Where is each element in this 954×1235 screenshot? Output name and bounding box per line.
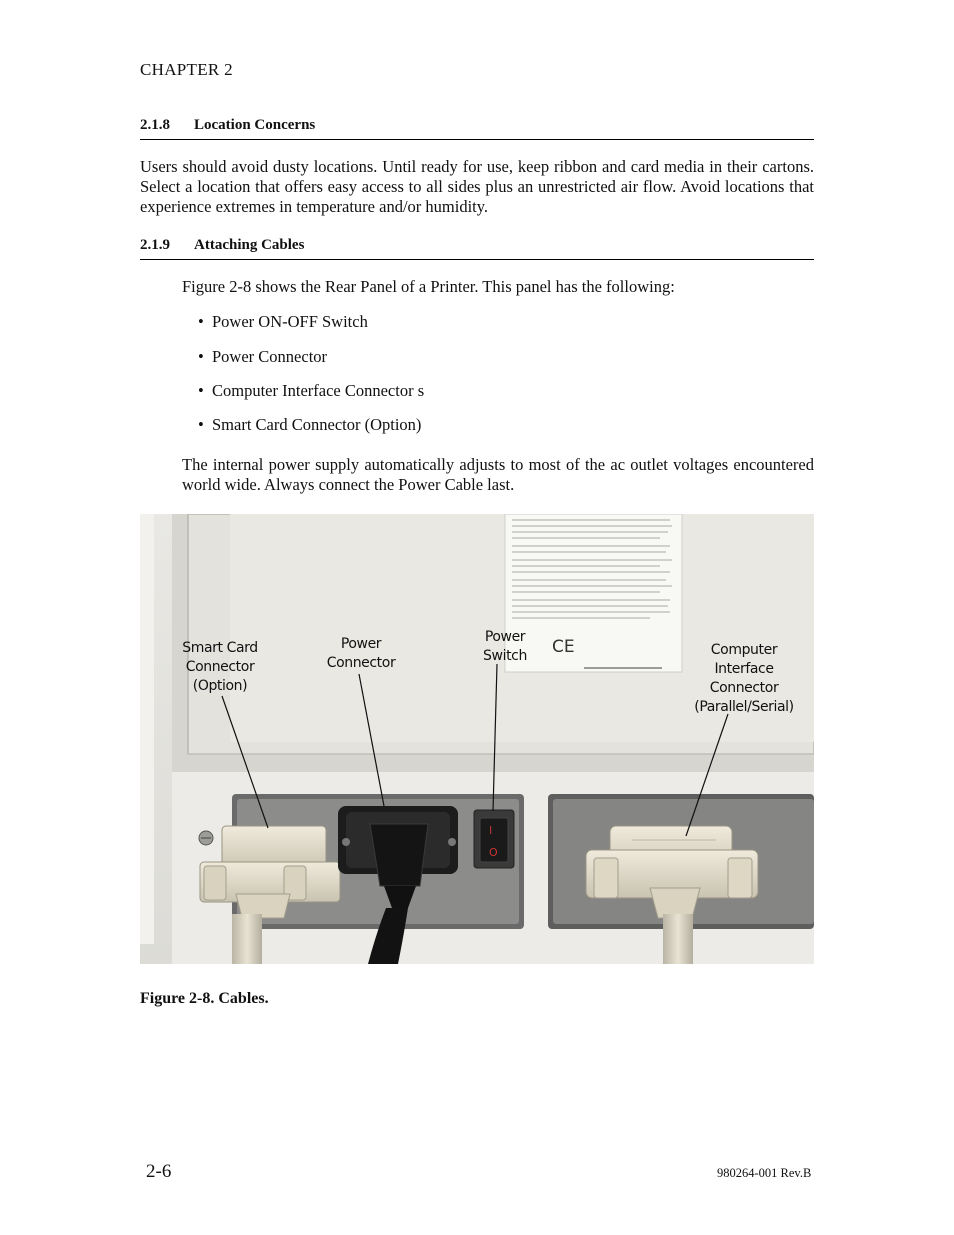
page-number: 2-6 — [146, 1161, 172, 1182]
cables-intro: Figure 2-8 shows the Rear Panel of a Printer. This panel has the following: — [182, 277, 675, 296]
power-switch-label: Power Switch — [483, 629, 527, 664]
section-heading-location-concerns — [140, 117, 814, 140]
power-supply-paragraph: The internal power supply automatically adjusts to most of the ac outlet voltages encountered world wide. Always connect the Power Cable last. — [182, 455, 814, 494]
section-number: 2.1.9 — [140, 237, 170, 253]
switch-on-mark: I — [489, 824, 493, 837]
list-item: • Smart Card Connector (Option) — [198, 415, 422, 434]
section-heading-attaching-cables — [140, 237, 814, 260]
computer-interface-label: Computer Interface Connector (Parallel/Serial) — [694, 642, 794, 715]
section-number: 2.1.8 — [140, 117, 170, 133]
list-item: • Power Connector — [198, 347, 328, 366]
document-number: 980264-001 Rev.B — [717, 1166, 812, 1180]
ce-mark: CE — [552, 637, 575, 657]
list-item: • Power ON-OFF Switch — [198, 312, 368, 331]
figure-caption: Figure 2-8. Cables. — [140, 990, 269, 1007]
list-item: • Computer Interface Connector s — [198, 381, 425, 400]
section-title: Attaching Cables — [194, 237, 305, 253]
smart-card-connector-label: Smart Card Connector (Option) — [182, 640, 258, 694]
chapter-header: CHAPTER 2 — [140, 60, 233, 79]
power-connector-label: Power Connector — [326, 636, 396, 671]
printer-rear-panel-illustration — [140, 514, 814, 964]
rear-panel-photo — [140, 514, 814, 964]
section-title: Location Concerns — [194, 117, 316, 133]
switch-off-mark: O — [489, 846, 498, 859]
location-paragraph: Users should avoid dusty locations. Until ready for use, keep ribbon and card media in their cartons. Select a location that offers easy access to all sides plus an unrestricted air flow. Avoid locations that experience extremes in temperature and/or humidity. — [140, 157, 814, 216]
